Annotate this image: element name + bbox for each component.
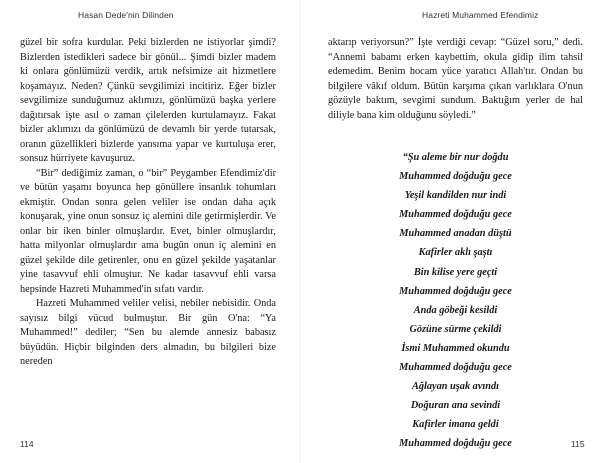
poem-line: “Şu aleme bir nur doğdu (402, 152, 509, 163)
right-paragraph: aktarıp veriyorsun?” İşte verdiği cevap: “Güzel soru,” dedi. “Annemi babamı erken kaybettim, okula gidip ilim tahsil edemedim. Benim hocam yüce yaratıcı Allah'tır. Ondan bu bilgilere vâkıf oldum. Bütün karşıma çıkan varlıklara O'nun gözüyle baktım, sevgimi sundum. Baktığım yerler de hal diliyle bana kim olduğunu söyledi.” (328, 37, 583, 121)
poem-line: Anda göbeği kesildi (413, 304, 498, 316)
poem-line: Kafirler imana geldi (412, 419, 499, 431)
poem-line: Ağlayan uşak avındı (412, 381, 499, 393)
right-page (300, 0, 600, 463)
poem-line: Doğuran ana sevindi (410, 400, 501, 412)
left-page-body (20, 36, 276, 370)
poem (328, 148, 583, 454)
right-running-header: Hazreti Muhammed Efendimiz (422, 10, 539, 20)
poem-line: Muhammed doğduğu gece (399, 171, 512, 183)
poem-line: Bin kilise yere geçti (413, 266, 498, 278)
poem-line: Muhammed doğduğu gece (399, 362, 512, 374)
left-running-header: Hasan Dede'nin Dilinden (78, 10, 174, 20)
right-page-number: 115 (571, 439, 585, 449)
poem-line: Muhammed doğduğu gece (399, 209, 512, 221)
left-paragraph: güzel bir sofra kurdular. Peki bizlerden ne istiyorlar şimdi? Bizlerden istedikleri sadece bir gönül... Şimdi bizler madem ki onlara gönlümüzü verdik, artık nefsimize ait hizmetlere koşamayız. Neden? Çünkü sevgilimizi incitiriz. Eğer bizler sevgilimize sunduğumuz aklımızı, gönlümüzü başka yerlere dağıtırsak işte asıl o zaman çilelerden kurtulamayız. Fakat bizler aklımızı da gönlümüzü de devamlı bir yerde tutarsak, oranın güzellikleri bizlerde yansıma yapar ve kurtuluşa erer, sonsuz hürriyete kavuşuruz. (20, 37, 276, 164)
left-page-number: 114 (20, 439, 34, 449)
poem-line: İsmi Muhammed okundu (401, 342, 510, 354)
poem-line: Kafirler aklı şaştı (418, 247, 493, 259)
right-page-body (328, 36, 583, 123)
left-paragraph: Hazreti Muhammed veliler velisi, nebiler nebisidir. Onda sayısız bilgi vücud bulmuştur. Bir gün O'na: “Ya Muhammed!” dediler; “Sen bu alemde annesiz babasız büyüdün. Hiçbir bilginden ders almadın, bu bilgileri bize nereden (20, 298, 276, 367)
poem-line: Yeşil kandilden nur indi (404, 190, 507, 202)
poem-line: Muhammed anadan düştü (399, 228, 512, 240)
poem-line: Gözüne sürme çekildi (409, 323, 502, 335)
poem-line: Muhammed doğduğu gece (399, 285, 512, 297)
left-paragraph: “Bir” dediğimiz zaman, o “bir” Peygamber Efendimiz'dir ve bütün yaşamı boyunca hep gönüllere insanlık tohumları ekmiştir. Ondan sonra gelen veliler ise ondan daha açık konuşarak, yine onun sonsuz iç alemini dile getirmişlerdir. Ve onlar bir iken binler olmuşlardır. Evet, binler olmuşlardır, hatta milyonlar olmuşlardır ama bugün onun iç alemini en güzel şekilde dile getirenler, onu en güzel şekilde yaşatanlar yine tasavvuf ehli olmuştur. Ne kadar tasavvuf ehli varsa hepsinde Hazreti Muhammed'in sıfatı vardır. (20, 167, 276, 295)
poem-line: Muhammed doğduğu gece (399, 438, 512, 450)
